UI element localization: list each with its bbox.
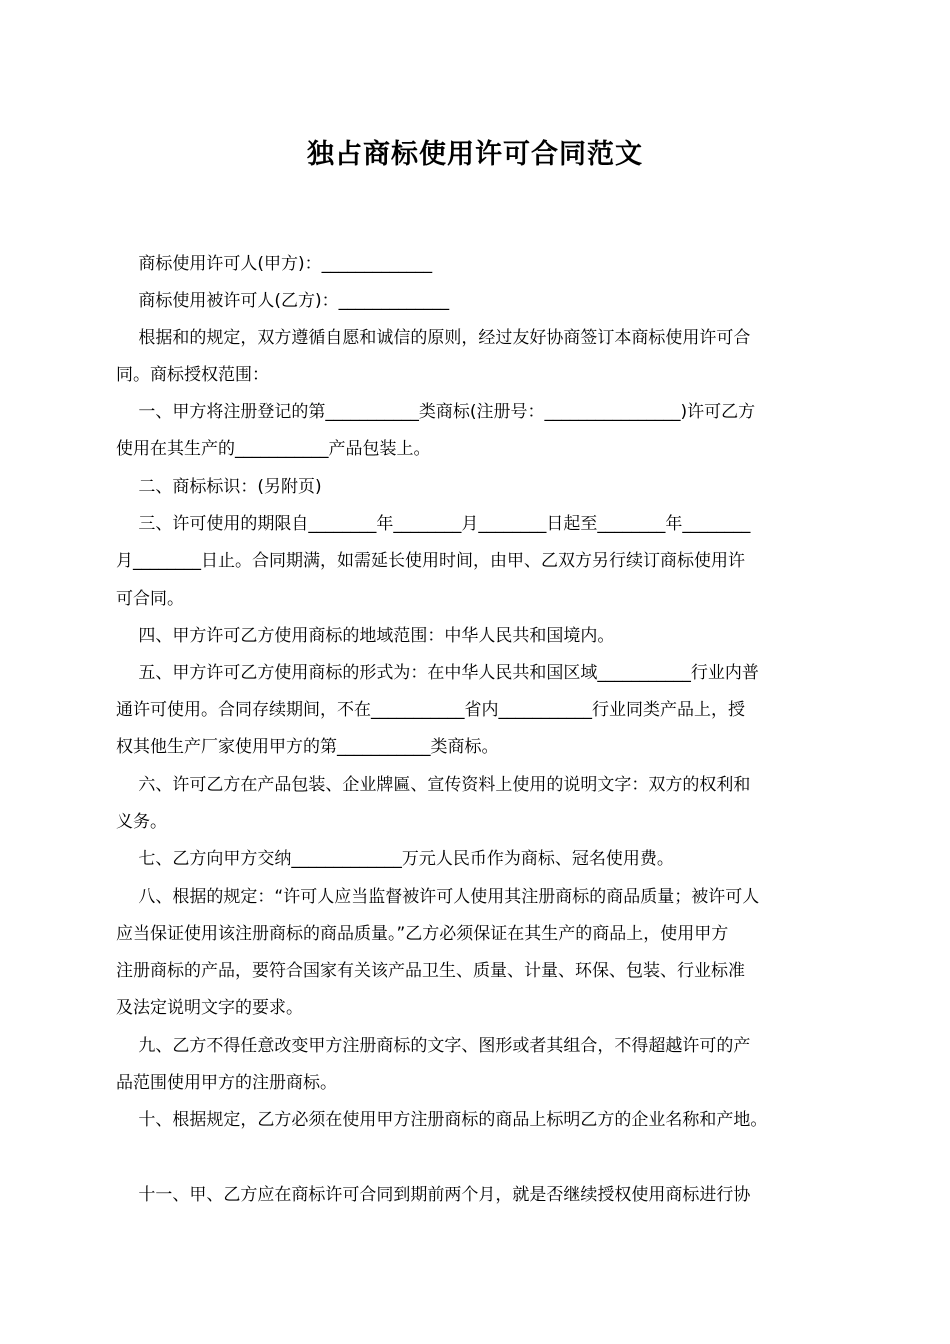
text-line: 可合同。 [116, 589, 184, 609]
text-line: 十一、甲、乙方应在商标许可合同到期前两个月，就是否继续授权使用商标进行协 [116, 1185, 751, 1205]
text-line: 三、许可使用的期限自________年________月________日起至________年________ [116, 514, 751, 534]
text-line: 五、甲方许可乙方使用商标的形式为：在中华人民共和国区域___________行业内普 [116, 663, 759, 683]
text-line: 权其他生产厂家使用甲方的第___________类商标。 [116, 737, 499, 757]
text-line: 商标使用被许可人(乙方)：_____________ [116, 291, 450, 311]
text-line: 八、根据的规定：“许可人应当监督被许可人使用其注册商标的商品质量；被许可人 [116, 887, 760, 907]
text-line: 六、许可乙方在产品包装、企业牌匾、宣传资料上使用的说明文字：双方的权利和 [116, 775, 751, 795]
text-line: 及法定说明文字的要求。 [116, 998, 303, 1018]
text-line: 品范围使用甲方的注册商标。 [116, 1073, 337, 1093]
text-line: 根据和的规定，双方遵循自愿和诚信的原则，经过友好协商签订本商标使用许可合 [116, 328, 751, 348]
text-line: 十、根据规定，乙方必须在使用甲方注册商标的商品上标明乙方的企业名称和产地。 [116, 1110, 768, 1130]
text-line: 九、乙方不得任意改变甲方注册商标的文字、图形或者其组合，不得超越许可的产 [116, 1036, 751, 1056]
text-line: 四、甲方许可乙方使用商标的地域范围：中华人民共和国境内。 [116, 626, 615, 646]
text-line: 七、乙方向甲方交纳_____________万元人民币作为商标、冠名使用费。 [116, 849, 674, 869]
text-line: 注册商标的产品，要符合国家有关该产品卫生、质量、计量、环保、包装、行业标准 [116, 961, 745, 981]
text-line: 同。商标授权范围： [116, 365, 269, 385]
text-line: 二、商标标识：(另附页) [116, 477, 322, 497]
document-title: 独占商标使用许可合同范文 [307, 139, 643, 170]
text-line: 月________日止。合同期满，如需延长使用时间，由甲、乙双方另行续订商标使用许 [116, 551, 745, 571]
text-line: 通许可使用。合同存续期间，不在___________省内___________行业同类产品上，授 [116, 700, 745, 720]
text-line: 应当保证使用该注册商标的商品质量。”乙方必须保证在其生产的商品上，使用甲方 [116, 924, 729, 944]
text-line: 商标使用许可人(甲方)：_____________ [116, 254, 433, 274]
text-line: 使用在其生产的___________产品包装上。 [116, 439, 431, 459]
text-line: 义务。 [116, 812, 167, 832]
text-line: 一、甲方将注册登记的第___________类商标(注册号：________________)许可乙方 [116, 402, 756, 422]
